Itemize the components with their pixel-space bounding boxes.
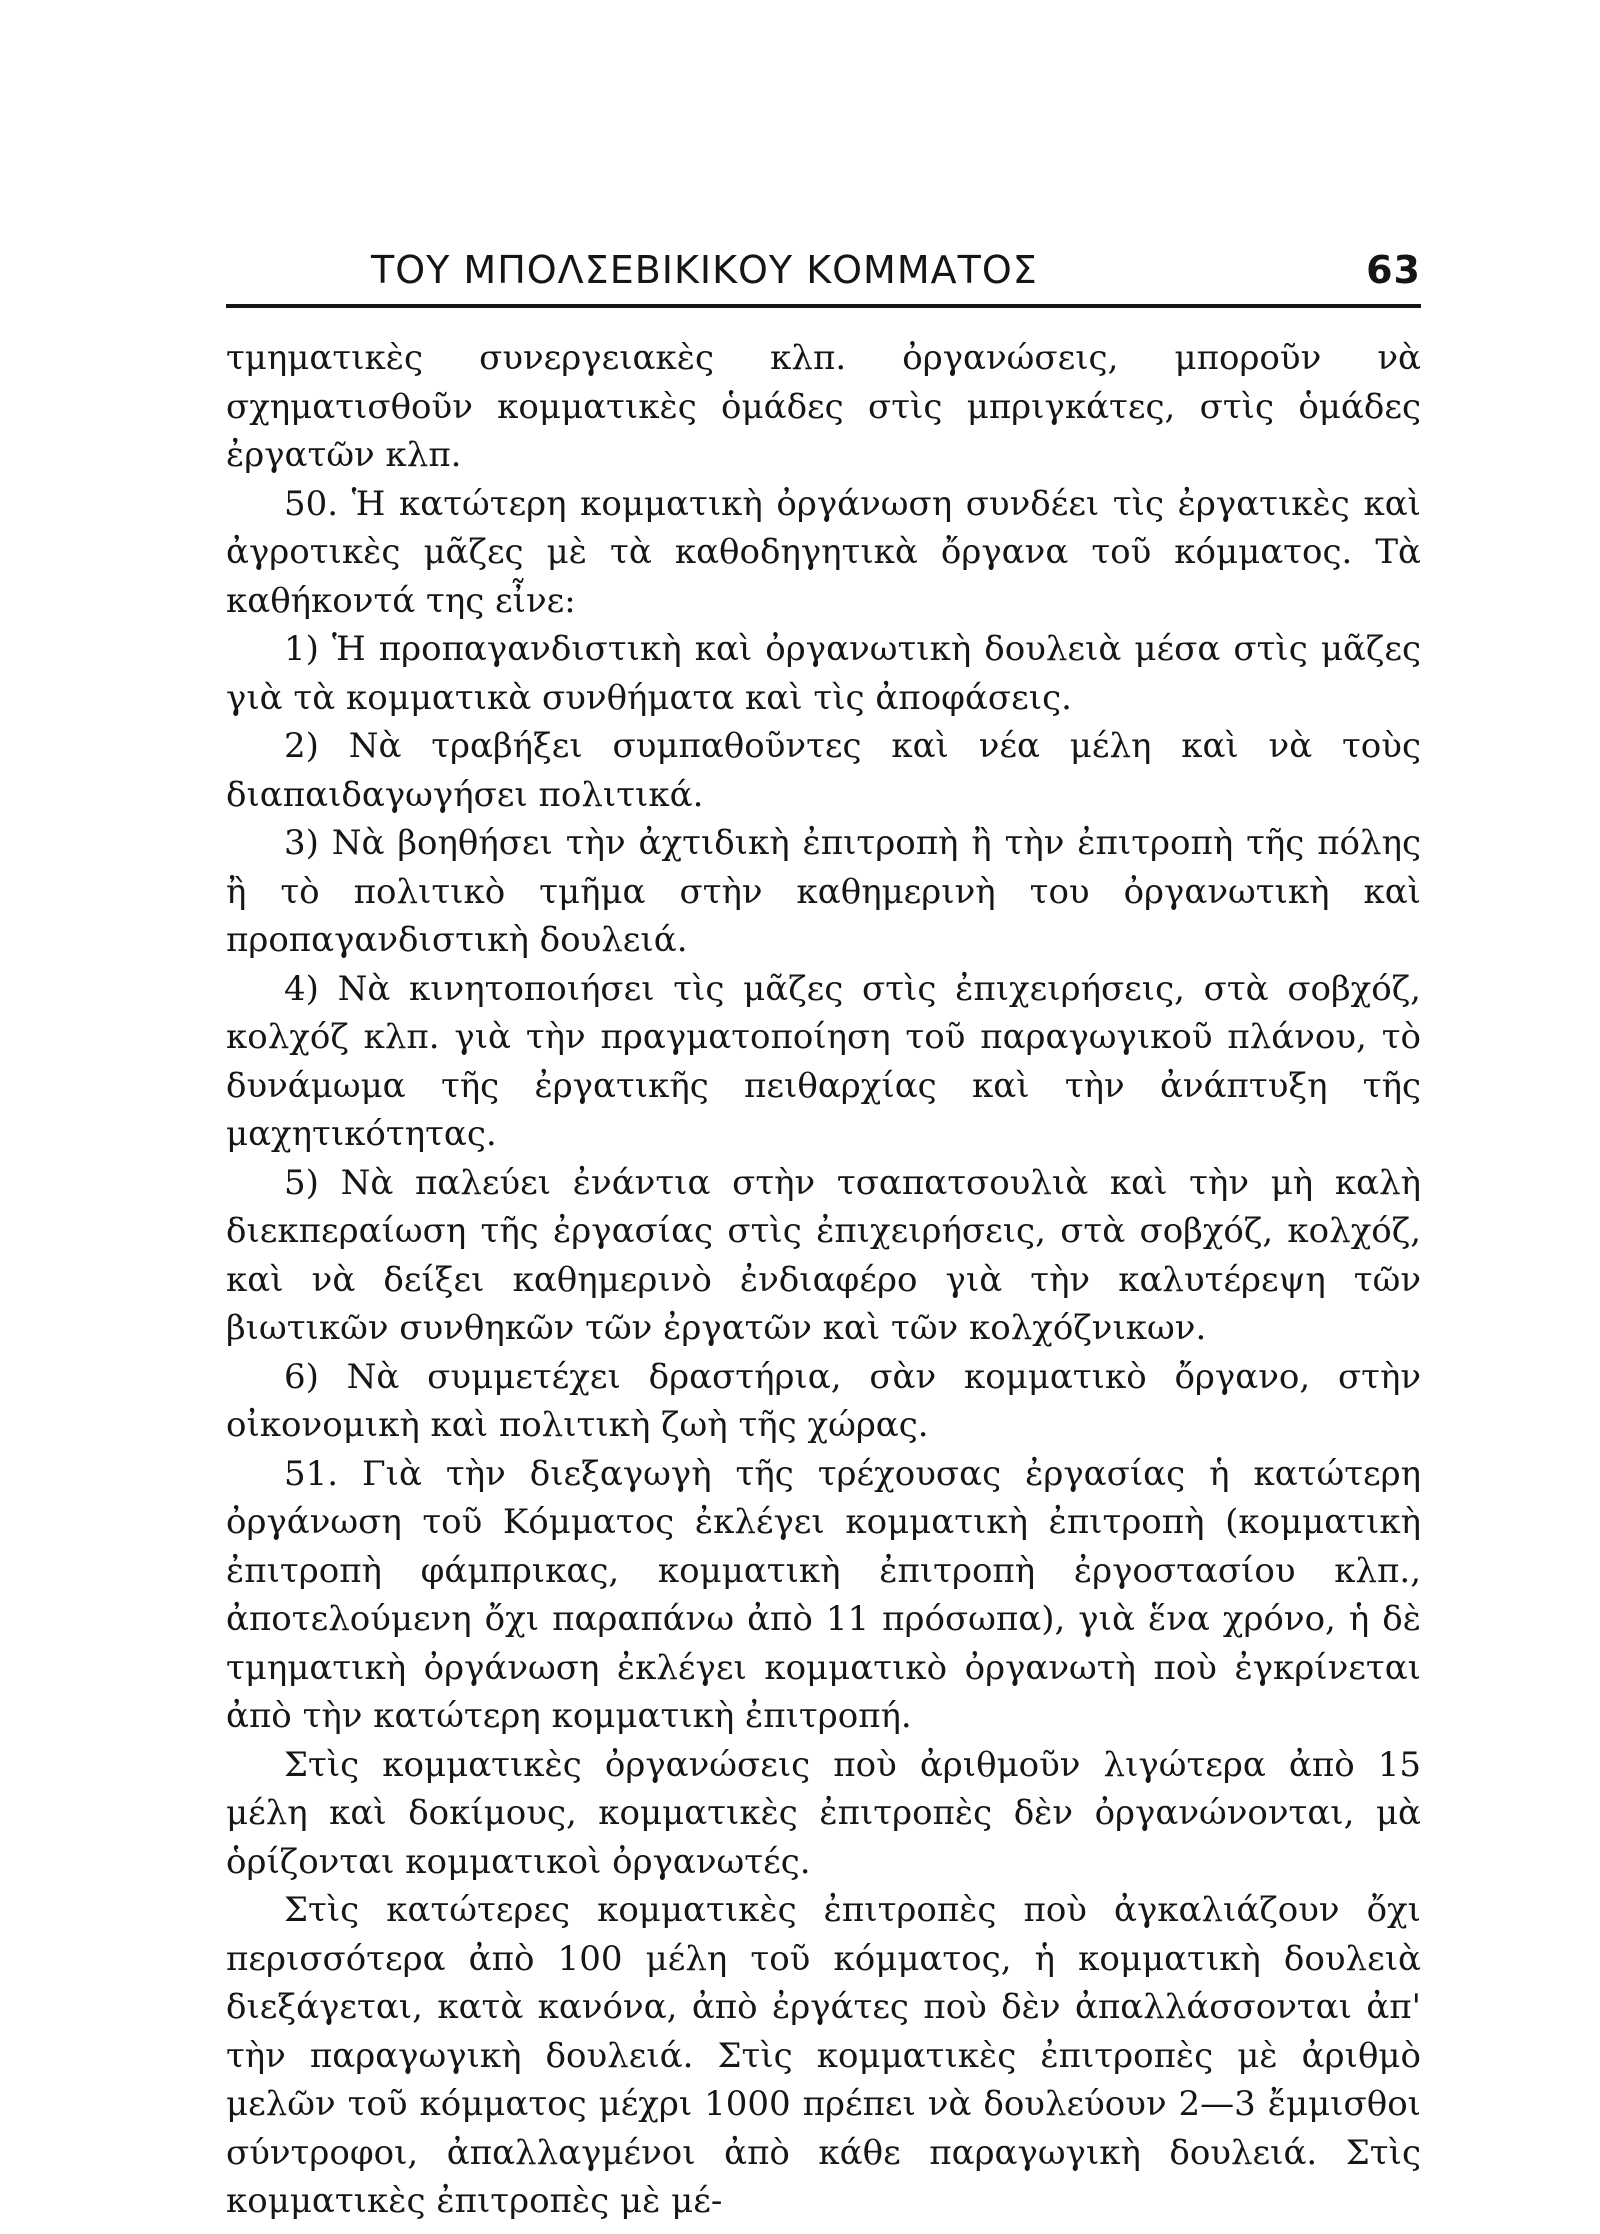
- header-rule: [226, 304, 1421, 308]
- paragraph: 3) Νὰ βοηθήσει τὴν ἀχτιδικὴ ἐπιτροπὴ ἢ τὴν ἐπιτροπὴ τῆς πόλης ἢ τὸ πολιτικὸ τμῆμα στὴν καθημερινὴ του ὀργανωτικὴ καὶ προπαγανδιστικὴ δουλειά.: [226, 823, 1421, 960]
- running-title: ΤΟΥ ΜΠΟΛΣΕΒΙΚΙΚΟΥ ΚΟΜΜΑΤΟΣ: [371, 248, 1038, 292]
- paragraph: 2) Νὰ τραβήξει συμπαθοῦντες καὶ νέα μέλη καὶ νὰ τοὺς διαπαιδαγωγήσει πολιτικά.: [226, 726, 1421, 815]
- running-head: [226, 240, 1421, 304]
- page-number: 63: [1366, 248, 1421, 292]
- paragraph: 6) Νὰ συμμετέχει δραστήρια, σὰν κομματικὸ ὄργανο, στὴν οἰκονομικὴ καὶ πολιτικὴ ζωὴ τῆς χώρας.: [226, 1356, 1421, 1445]
- paragraph: 50. Ἡ κατώτερη κομματικὴ ὀργάνωση συνδέει τὶς ἐργατικὲς καὶ ἀγροτικὲς μᾶζες μὲ τὰ καθοδηγητικὰ ὄργανα τοῦ κόμματος. Τὰ καθήκοντά της εἶνε:: [226, 483, 1421, 621]
- paragraph: 51. Γιὰ τὴν διεξαγωγὴ τῆς τρέχουσας ἐργασίας ἡ κατώτερη ὀργάνωση τοῦ Κόμματος ἐκλέγει κομματικὴ ἐπιτροπὴ (κομματικὴ ἐπιτροπὴ φάμπρικας, κομματικὴ ἐπιτροπὴ ἐργοστασίου κλπ., ἀποτελούμενη ὄχι παραπάνω ἀπὸ 11 πρόσωπα), γιὰ ἕνα χρόνο, ἡ δὲ τμηματικὴ ὀργάνωση ἐκλέγει κομματικὸ ὀργανωτὴ ποὺ ἐγκρίνεται ἀπὸ τὴν κατώτερη κομματικὴ ἐπιτροπή.: [226, 1453, 1421, 1736]
- paragraph: τμηματικὲς συνεργειακὲς κλπ. ὀργανώσεις, μποροῦν νὰ σχηματισθοῦν κομματικὲς ὁμάδες στὶς μπριγκάτες, στὶς ὁμάδες ἐργατῶν κλπ.: [226, 338, 1421, 475]
- paragraph: Στὶς κομματικὲς ὀργανώσεις ποὺ ἀριθμοῦν λιγώτερα ἀπὸ 15 μέλη καὶ δοκίμους, κομματικὲς ἐπιτροπὲς δὲν ὀργανώνονται, μὰ ὁρίζονται κομματικοὶ ὀργανωτές.: [226, 1744, 1421, 1882]
- paragraph: Στὶς κατώτερες κομματικὲς ἐπιτροπὲς ποὺ ἀγκαλιάζουν ὄχι περισσότερα ἀπὸ 100 μέλη τοῦ κόμματος, ἡ κομματικὴ δουλειὰ διεξάγεται, κατὰ κανόνα, ἀπὸ ἐργάτες ποὺ δὲν ἀπαλλάσσονται ἀπ' τὴν παραγωγικὴ δουλειά. Στὶς κομματικὲς ἐπιτροπὲς μὲ ἀριθμὸ μελῶν τοῦ κόμματος μέχρι 1000 πρέπει νὰ δουλεύουν 2—3 ἔμμισθοι σύντροφοι, ἀπαλλαγμένοι ἀπὸ κάθε παραγωγικὴ δουλειά. Στὶς κομματικὲς ἐπιτροπὲς μὲ μέ-: [226, 1890, 1421, 2221]
- book-page: [226, 240, 1421, 2226]
- body-text: [226, 334, 1421, 2226]
- paragraph: 1) Ἡ προπαγανδιστικὴ καὶ ὀργανωτικὴ δουλειὰ μέσα στὶς μᾶζες γιὰ τὰ κομματικὰ συνθήματα καὶ τὶς ἀποφάσεις.: [226, 629, 1421, 718]
- paragraph: 5) Νὰ παλεύει ἐνάντια στὴν τσαπατσουλιὰ καὶ τὴν μὴ καλὴ διεκπεραίωση τῆς ἐργασίας στὶς ἐπιχειρήσεις, στὰ σοβχόζ, κολχόζ, καὶ νὰ δείξει καθημερινὸ ἐνδιαφέρο γιὰ τὴν καλυτέρεψη τῶν βιωτικῶν συνθηκῶν τῶν ἐργατῶν καὶ τῶν κολχόζνικων.: [226, 1162, 1421, 1348]
- paragraph: 4) Νὰ κινητοποιήσει τὶς μᾶζες στὶς ἐπιχειρήσεις, στὰ σοβχόζ, κολχόζ κλπ. γιὰ τὴν πραγματοποίηση τοῦ παραγωγικοῦ πλάνου, τὸ δυνάμωμα τῆς ἐργατικῆς πειθαρχίας καὶ τὴν ἀνάπτυξη τῆς μαχητικότητας.: [226, 968, 1421, 1154]
